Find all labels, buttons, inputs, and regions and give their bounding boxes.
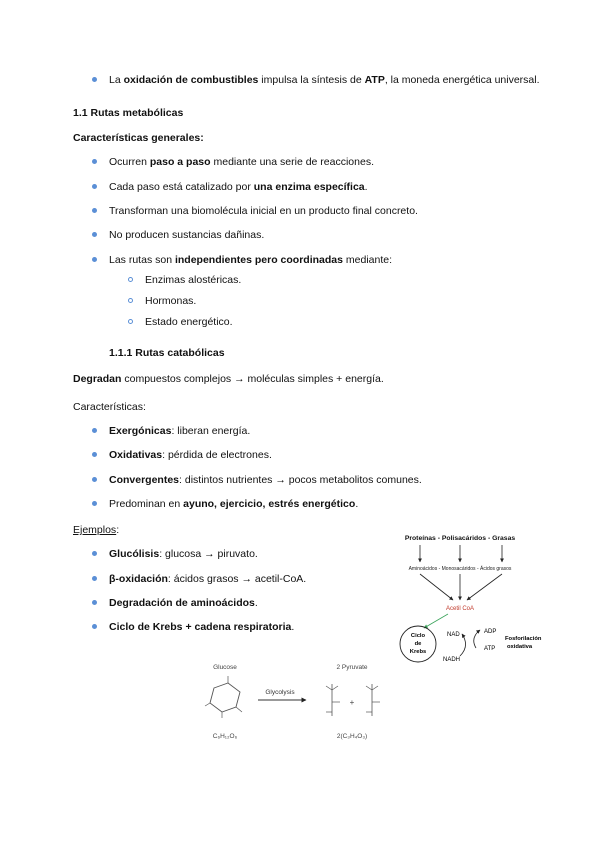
caract-label: Características: xyxy=(73,401,146,413)
text-bold: ATP xyxy=(364,74,385,86)
arrow-line xyxy=(467,574,502,600)
fosforilacion-label: oxidativa xyxy=(507,644,533,650)
pyruvate-formula: 2(C₃H₄O₃) xyxy=(336,733,368,740)
text: Las rutas son xyxy=(109,254,175,266)
atp-cycle-arrow xyxy=(474,630,480,648)
text-bold: Oxidativas xyxy=(109,449,163,461)
text: impulsa la síntesis de xyxy=(258,74,365,86)
text-bold: Exergónicas xyxy=(109,425,172,437)
list-item: Transforman una biomolécula inicial en un producto final concreto. xyxy=(109,205,418,217)
diagram-top-label: Proteínas - Polisacáridos - Grasas xyxy=(404,535,516,542)
text: Cada paso está catalizado por xyxy=(109,181,254,193)
krebs-label: de xyxy=(414,641,422,647)
list-item: No producen sustancias dañinas. xyxy=(109,229,265,241)
text: , la moneda energética universal. xyxy=(384,74,540,86)
text: : liberan energía. xyxy=(171,425,251,437)
nad-cycle-arrow xyxy=(460,634,466,656)
arrow-line xyxy=(424,614,448,628)
sub-list-item: Estado energético. xyxy=(145,316,233,328)
text: : glucosa → piruvato. xyxy=(159,548,258,560)
text: mediante una serie de reacciones. xyxy=(210,156,374,168)
text-bold: ayuno, ejercicio, estrés energético xyxy=(183,498,356,510)
bond xyxy=(205,703,210,706)
atp-label: ATP xyxy=(484,646,496,652)
text-bold: oxidación de combustibles xyxy=(123,74,259,86)
acetyl-coa-label: Acetil CoA xyxy=(445,606,475,612)
text: mediante: xyxy=(342,254,393,266)
text: Predominan en xyxy=(109,498,184,510)
bond xyxy=(236,707,242,712)
section-title: 1.1 Rutas metabólicas xyxy=(73,107,184,119)
text-bold: Ciclo de Krebs + cadena respiratoria xyxy=(109,621,292,633)
diagram-mid-label: Aminoácidos - Monosacáridos - Ácidos grasos xyxy=(408,566,512,572)
text-bold: una enzima específica xyxy=(253,181,365,193)
subsection-title: 1.1.1 Rutas catabólicas xyxy=(109,347,225,359)
text: . xyxy=(254,597,258,609)
sub-list-item: Hormonas. xyxy=(145,295,197,307)
text: Ejemplos xyxy=(73,524,117,536)
text-bold: Convergentes xyxy=(109,474,180,486)
text-bold: Degradan xyxy=(73,373,122,385)
text-bold: Glucólisis xyxy=(109,548,160,560)
text: La xyxy=(109,74,124,86)
general-label: Características generales: xyxy=(73,132,204,144)
text: Ocurren xyxy=(109,156,150,168)
bond xyxy=(332,686,338,690)
krebs-label: Ciclo xyxy=(410,633,426,639)
pyruvate-label: 2 Pyruvate xyxy=(336,664,368,671)
glycolysis-arrow-label: Glycolysis xyxy=(265,689,295,696)
text: : xyxy=(116,524,120,536)
text-bold: paso a paso xyxy=(149,156,211,168)
text: compuestos complejos → moléculas simples + energía. xyxy=(121,373,384,385)
glucose-label: Glucose xyxy=(213,664,237,671)
nad-label: NAD xyxy=(447,632,460,638)
plus-sign: + xyxy=(349,698,355,707)
text-bold: independientes pero coordinadas xyxy=(174,254,343,266)
text: : ácidos grasos → acetil-CoA. xyxy=(167,573,307,585)
text: . xyxy=(355,498,359,510)
krebs-label: Krebs xyxy=(409,649,427,655)
text: . xyxy=(364,181,368,193)
glucose-formula: C₆H₁₂O₆ xyxy=(212,733,238,740)
text-bold: β-oxidación xyxy=(109,573,168,585)
sub-list-item: Enzimas alostéricas. xyxy=(145,274,242,286)
adp-label: ADP xyxy=(484,629,497,635)
text: : distintos nutrientes → pocos metabolitos comunes. xyxy=(179,474,422,486)
nadh-label: NADH xyxy=(443,657,461,663)
text: . xyxy=(291,621,295,633)
arrow-line xyxy=(420,574,453,600)
glucose-ring xyxy=(210,683,240,712)
fosforilacion-label: Fosforilación xyxy=(505,636,542,642)
bond xyxy=(366,686,372,690)
bond xyxy=(372,686,378,690)
bond xyxy=(326,686,332,690)
text-bold: Degradación de aminoácidos xyxy=(109,597,255,609)
text: : pérdida de electrones. xyxy=(162,449,272,461)
